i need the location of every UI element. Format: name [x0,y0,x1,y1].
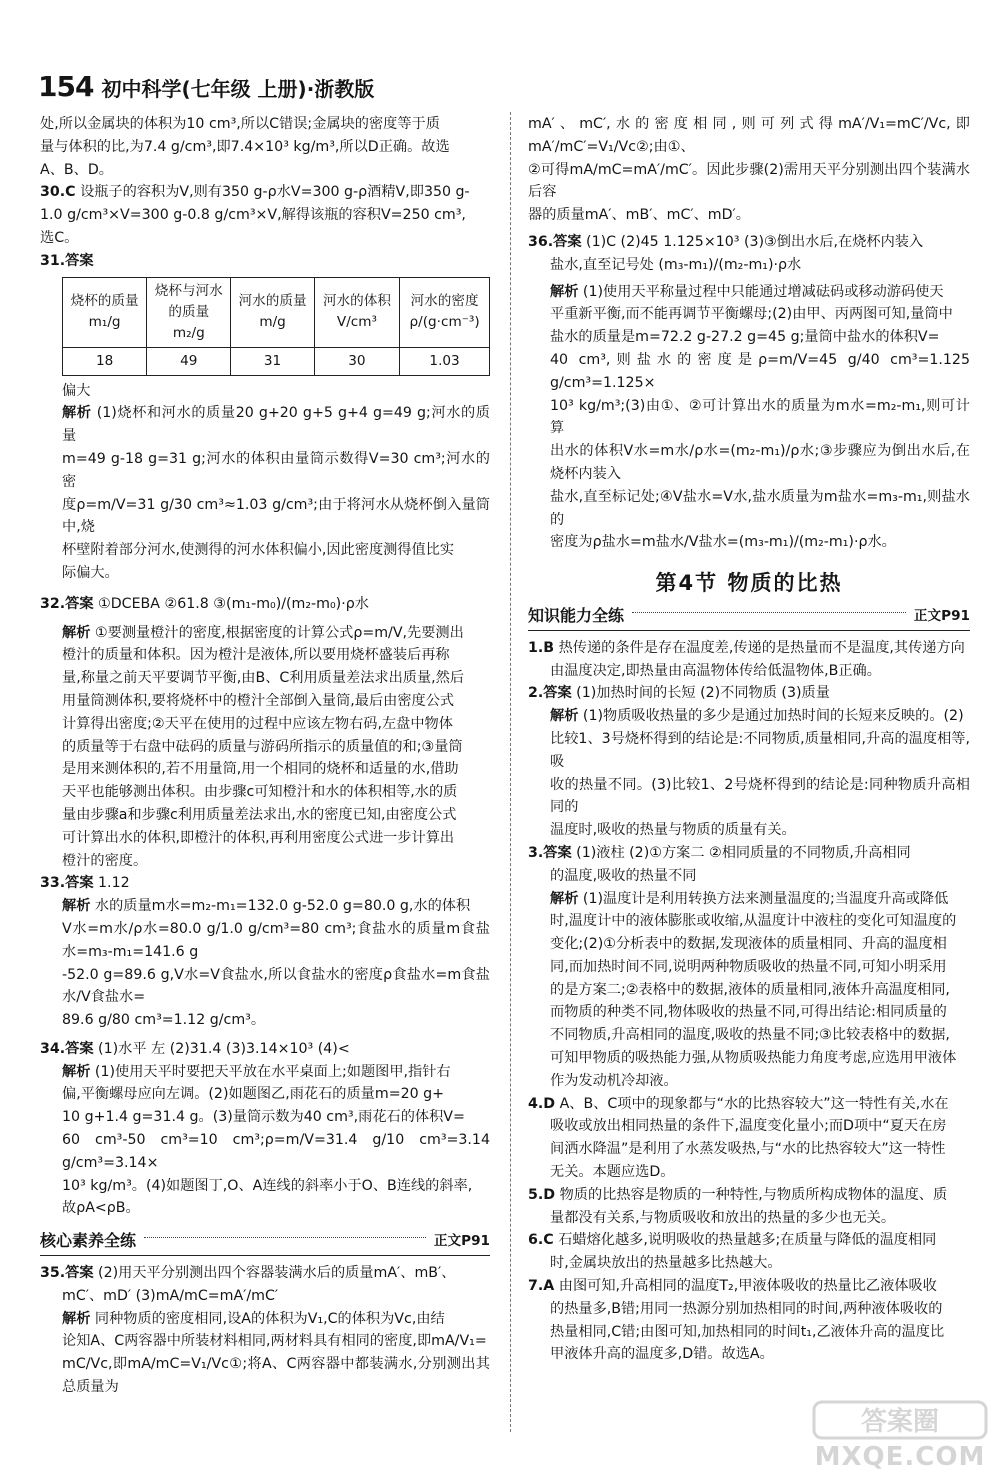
analysis-line: 可计算出水的体积,即橙汁的体积,再利用密度公式进一步计算出 [62,829,455,846]
analysis-line: 用量筒测体积,要将烧杯中的橙汁全部倒入量筒,最后由密度公式 [62,692,455,709]
table-header-cell: 河水的质量m/g [231,277,314,347]
q35-answer-line: (2)用天平分别测出四个容器装满水后的质量mA′、mB′、 [98,1265,456,1282]
analysis-line: 是用来测体积的,若不用量筒,用一个相同的烧杯和适量的水,借助 [62,761,459,778]
q6-label: 6.C [528,1232,554,1249]
q5-line: 量都没有关系,与物质吸收和放出的热量的多少也无关。 [550,1209,896,1226]
q35-answer-line: mC′、mD′ (3)mA/mC=mA′/mC′ [62,1287,279,1304]
analysis-line: 际偏大。 [62,564,119,581]
intro-line: 量与体积的比,为7.4 g/cm³,即7.4×10³ kg/m³,所以D正确。故选 [40,138,450,155]
table-cell: 1.03 [400,347,490,375]
q7-line: 由图可知,升高相同的温度T₂,甲液体吸收的热量比乙液体吸收 [558,1278,937,1295]
band-ref: 正文P91 [913,607,970,624]
analysis-line: 橙汁的密度。 [62,852,148,869]
q1-line: 由温度决定,即热量由高温物体传给低温物体,B正确。 [550,662,881,679]
table-header-cell: 烧杯与河水的质量m₂/g [147,277,231,347]
table-cell: 30 [314,347,399,375]
q35-analysis [40,1308,490,1331]
q7-line: 甲液体升高的温度多,D错。故选A。 [550,1346,774,1363]
q3-answer-line: (1)液柱 (2)①方案二 ②相同质量的不同物质,升高相同 [576,844,911,861]
q6-line: 时,金属块放出的热量越多比热越大。 [550,1255,782,1272]
analysis-line: 水的质量m水=m₂-m₁=132.0 g-52.0 g=80.0 g,水的体积 [94,898,471,915]
analysis-line: 盐水的质量是m=72.2 g-27.2 g=45 g;量筒中盐水的体积V= [550,329,940,346]
q32-analysis [40,622,490,645]
left-column [40,113,490,1399]
band-title: 知识能力全练 [528,605,625,625]
analysis-line: 的质量等于右盘中砝码的质量与游码所指示的质量值的和;③量筒 [62,738,463,755]
analysis-label: 解析 [550,283,579,300]
q2 [528,682,970,705]
analysis-line: 变化;(2)①分析表中的数据,发现液体的质量相同、升高的温度相 [550,936,947,953]
q4-line: 无关。本题应选D。 [550,1164,675,1181]
analysis-line: 密度为ρ盐水=m盐水/V盐水=(m₃-m₁)/(m₂-m₁)·ρ水。 [550,534,896,551]
band-dots [632,612,906,613]
q35-continued: 器的质量mA′、mB′、mC′、mD′。 [528,207,750,224]
watermark-logo-text: 答案圈 [860,1407,940,1437]
analysis-line: 计算得出密度;②天平在使用的过程中应该左物右码,左盘中物体 [62,715,453,732]
analysis-line: 同种物质的密度相同,设A的体积为V₁,C的体积为Vc,由结 [94,1310,445,1327]
q3 [528,842,970,865]
q32-answer: ①DCEBA ②61.8 ③(m₁-m₀)/(m₂-m₀)·ρ水 [98,595,369,612]
q30 [40,181,490,204]
q34-label: 34.答案 [40,1040,94,1057]
q3-label: 3.答案 [528,844,572,861]
q35 [40,1262,490,1285]
analysis-line: 60 cm³-50 cm³=10 cm³;ρ=m/V=31.4 g/10 cm³=3.14 g/cm³=3.14× [62,1132,490,1171]
right-column [528,113,970,1366]
analysis-line: 天平也能够测出体积。由步骤c可知橙汁和水的体积相等,水的质 [62,784,458,801]
q4-line: A、B、C项中的现象都与“水的比热容较大”这一特性有关,水在 [559,1095,949,1112]
q30-line: 设瓶子的容积为V,则有350 g-ρ水V=300 g-ρ酒精V,即350 g- [80,184,470,201]
analysis-line: 量由步骤a和步骤c利用质量差法求出,水的密度已知,由密度公式 [62,806,457,823]
q3-answer-line: 的温度,吸收的热量不同 [550,867,697,884]
analysis-line: 偏,平衡螺母应向左调。(2)如题图乙,雨花石的质量m=20 g+ [62,1086,445,1103]
analysis-label: 解析 [62,1310,91,1327]
q5-line: 物质的比热容是物质的一种特性,与物质所构成物体的温度、质 [559,1186,948,1203]
analysis-line: 作为发动机冷却液。 [550,1072,678,1089]
q30-line: 选C。 [40,229,79,246]
table-header-cell: 河水的体积V/cm³ [314,277,399,347]
analysis-line: (1)使用天平称量过程中只能通过增减砝码或移动游码使天 [582,283,944,300]
analysis-line: m=49 g-18 g=31 g;河水的体积由量筒示数得V=30 cm³;河水的密 [62,450,490,490]
analysis-line: 同,而加热时间不同,说明两种物质吸收的热量不同,可知小明采用 [550,958,947,975]
q35-label: 35.答案 [40,1265,94,1282]
analysis-line: 论知A、C两容器中所装材料相同,两材料具有相同的密度,即mA/V₁= [62,1333,487,1350]
watermark-text: MXQE.COM [814,1442,986,1472]
analysis-line: 平重新平衡,而不能再调节平衡螺母;(2)由甲、丙两图可知,量筒中 [550,306,953,323]
analysis-line: 橙汁的质量和体积。因为橙汁是液体,所以要用烧杯盛装后再称 [62,647,450,664]
q36-answer-line: (1)C (2)45 1.125×10³ (3)③倒出水后,在烧杯内装入 [586,233,924,250]
watermark-logo-icon [810,1398,990,1442]
q33-label: 33.答案 [40,875,94,892]
analysis-line: (1)使用天平时要把天平放在水平桌面上;如题图甲,指针右 [94,1063,451,1080]
q34 [40,1038,490,1061]
q7-label: 7.A [528,1278,555,1295]
table-row [63,347,490,375]
analysis-line: 量,称量之前天平要调节平衡,由B、C利用质量差法求出质量,然后 [62,670,465,687]
q5-label: 5.D [528,1186,556,1203]
q34-analysis [40,1061,490,1084]
page-number: 154 [38,70,94,103]
knowledge-ability-band [528,605,970,631]
q7-line: 的热量多,B错;用同一热源分别加热相同的时间,两种液体吸收的 [550,1300,943,1317]
analysis-line: 盐水,直至标记处;④V盐水=V水,盐水质量为m盐水=m₃-m₁,则盐水的 [550,488,970,528]
analysis-label: 解析 [62,1063,91,1080]
analysis-line: (1)烧杯和河水的质量20 g+20 g+5 g+4 g=49 g;河水的质量 [62,405,490,445]
q6-line: 石蜡熔化越多,说明吸收的热量越多;在质量与降低的温度相同 [558,1232,937,1249]
table-row [63,277,490,347]
band-dots [144,1237,426,1238]
q5 [528,1184,970,1207]
q36-answer-line: 盐水,直至记号处 (m₃-m₁)/(m₂-m₁)·ρ水 [550,256,802,273]
analysis-line: -52.0 g=89.6 g,V水=V食盐水,所以食盐水的密度ρ食盐水=m食盐水/V食盐水= [62,966,490,1006]
analysis-line: 比较1、3号烧杯得到的结论是:不同物质,质量相同,升高的温度相等,吸 [550,730,970,770]
q4-label: 4.D [528,1095,556,1112]
q33-answer: 1.12 [98,875,130,892]
q34-answer: (1)水平 左 (2)31.4 (3)3.14×10³ (4)< [98,1040,350,1057]
q36-analysis [528,281,970,304]
analysis-line: 10³ kg/m³;(3)由①、②可计算出水的质量为m水=m₂-m₁,则可计算 [550,397,970,437]
analysis-line: 时,温度计中的液体膨胀或收缩,从温度计中液柱的变化可知温度的 [550,913,957,930]
q4-line: 吸收或放出相同热量的条件下,温度变化量小;而D项中“夏天在房 [550,1118,947,1135]
analysis-label: 解析 [62,405,92,422]
q36 [528,231,970,254]
q31-after-table: 偏大 [62,382,91,399]
table-cell: 49 [147,347,231,375]
q2-analysis [528,705,970,728]
q1 [528,637,970,660]
q3-analysis [528,888,970,911]
q4 [528,1093,970,1116]
analysis-line: 故ρA<ρB。 [62,1200,140,1217]
q30-label: 30.C [40,184,76,201]
q32 [40,593,490,616]
q32-label: 32.答案 [40,595,94,612]
analysis-line: V水=m水/ρ水=80.0 g/1.0 g/cm³=80 cm³;食盐水的质量m食盐水=m₃-m₁=141.6 g [62,920,490,960]
analysis-line: 的是方案二;②表格中的数据,液体的质量相同,液体升高温度相同, [550,981,950,998]
watermark [810,1398,990,1478]
q7-line: 热量相同,C错;由图可知,加热相同的时间t₁,乙液体升高的温度比 [550,1323,945,1340]
section-title: 第4节 物质的比热 [655,571,843,596]
analysis-line: mC/Vc,即mA/mC=V₁/Vc①;将A、C两容器中都装满水,分别测出其总质量为 [62,1356,490,1396]
q6 [528,1229,970,1252]
core-literacy-band [40,1230,490,1256]
table-header-cell: 烧杯的质量m₁/g [63,277,147,347]
q1-label: 1.B [528,639,555,656]
analysis-line: 出水的体积V水=m水/ρ水=(m₂-m₁)/ρ水;③步骤应为倒出水后,在烧杯内装入 [550,443,970,482]
q2-answer: (1)加热时间的长短 (2)不同物质 (3)质量 [576,685,830,702]
analysis-line: 收的热量不同。(3)比较1、2号烧杯得到的结论是:同种物质升高相同的 [550,776,970,816]
analysis-label: 解析 [62,624,91,641]
analysis-line: (1)物质吸收热量的多少是通过加热时间的长短来反映的。(2) [582,708,964,725]
analysis-line: 10 g+1.4 g=31.4 g。(3)量筒示数为40 cm³,雨花石的体积V= [62,1109,465,1126]
analysis-line: ①要测量橙汁的密度,根据密度的计算公式ρ=m/V,先要测出 [94,624,464,641]
q30-line: 1.0 g/cm³×V=300 g-0.8 g/cm³×V,解得该瓶的容积V=250 cm³, [40,207,466,224]
analysis-line: 10³ kg/m³。(4)如题图丁,O、A连线的斜率小于O、B连线的斜率, [62,1177,473,1194]
q35-continued: ②可得mA/mC=mA′/mC′。因此步骤(2)需用天平分别测出四个装满水后容 [528,161,970,201]
analysis-label: 解析 [550,890,579,907]
q33 [40,872,490,895]
analysis-label: 解析 [550,708,579,725]
q2-label: 2.答案 [528,685,572,702]
q33-analysis [40,895,490,918]
q35-continued: mA′、mC′,水的密度相同,则可列式得mA′/V₁=mC′/Vc,即mA′/mC′=V₁/Vc②;由①、 [528,116,970,155]
analysis-line: 度ρ=m/V=31 g/30 cm³≈1.03 g/cm³;由于将河水从烧杯倒入量筒中,烧 [62,496,490,536]
q36-label: 36.答案 [528,233,582,250]
column-divider [510,112,511,1432]
analysis-line: 不同物质,升高相同的温度,吸收的热量不同;③比较表格中的数据, [550,1027,950,1044]
band-ref: 正文P91 [433,1233,490,1250]
table-header-cell: 河水的密度ρ/(g·cm⁻³) [400,277,490,347]
q4-line: 间洒水降温”是利用了水蒸发吸热,与“水的比热容较大”这一特性 [550,1141,946,1158]
analysis-line: 而物质的种类不同,物体吸收的热量不同,可得出结论:相同质量的 [550,1004,947,1021]
q31-answer-table [62,277,490,376]
analysis-line: (1)温度计是利用转换方法来测量温度的;当温度升高或降低 [582,890,949,907]
page-header [38,70,968,110]
q7 [528,1275,970,1298]
analysis-line: 杯壁附着部分河水,使测得的河水体积偏小,因此密度测得值比实 [62,542,455,559]
q1-line: 热传递的条件是存在温度差,传递的是热量而不是温度,其传递方向 [558,639,965,656]
intro-line: 处,所以金属块的体积为10 cm³,所以C错误;金属块的密度等于质 [40,116,440,132]
q31-label: 31.答案 [40,252,94,269]
table-cell: 31 [231,347,314,375]
table-cell: 18 [63,347,147,375]
q31-analysis [40,402,490,448]
intro-line: A、B、D。 [40,161,113,178]
analysis-line: 可知甲物质的吸热能力强,从物质吸热能力角度考虑,应选用甲液体 [550,1050,957,1067]
analysis-line: 温度时,吸收的热量与物质的质量有关。 [550,822,796,839]
analysis-line: 89.6 g/80 cm³=1.12 g/cm³。 [62,1012,266,1029]
analysis-label: 解析 [62,898,91,915]
band-title: 核心素养全练 [40,1231,137,1251]
book-title: 初中科学(七年级 上册)·浙教版 [101,77,375,101]
analysis-line: 40 cm³,则盐水的密度是ρ=m/V=45 g/40 cm³=1.125 g/cm³=1.125× [550,351,970,391]
